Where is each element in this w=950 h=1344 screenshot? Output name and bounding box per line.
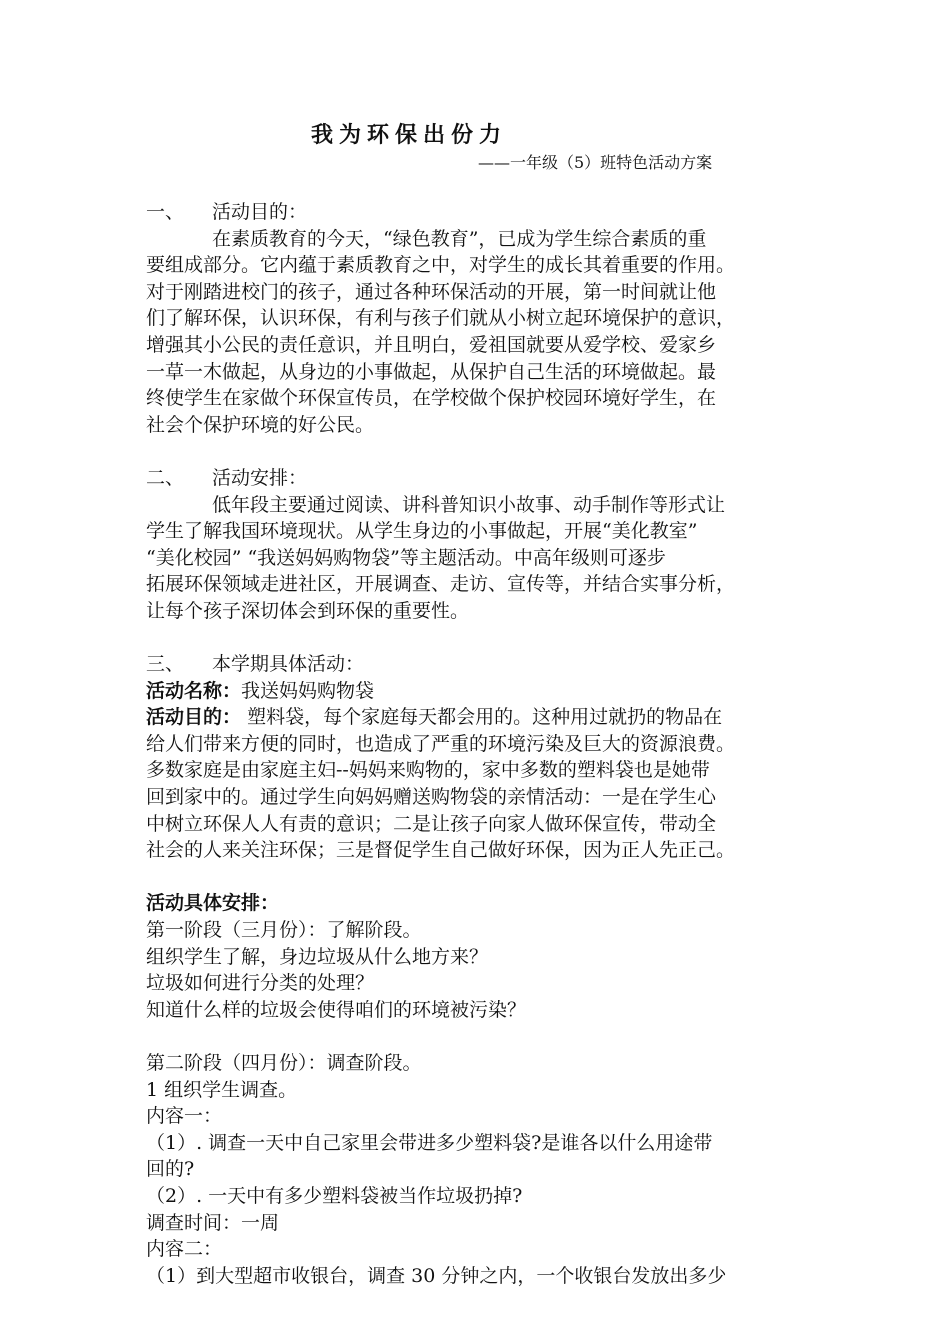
stage-line: （1）. 调查一天中自己家里会带进多少塑料袋?是谁各以什么用途带 [146,1131,713,1154]
section-heading [146,199,822,226]
stage-line: （2）. 一天中有多少塑料袋被当作垃圾扔掉? [146,1184,523,1207]
stage-line: 1 组织学生调查。 [146,1078,298,1101]
paragraph-line: 多数家庭是由家庭主妇--妈妈来购物的，家中多数的塑料袋也是她带 [146,759,710,782]
blank-line [146,438,822,465]
paragraph-line: 让每个孩子深切体会到环保的重要性。 [146,599,470,622]
stage-line: 第二阶段（四月份）：调查阶段。 [146,1052,422,1074]
paragraph-line: 社会个保护环境的好公民。 [146,413,375,436]
stage-line: 内容二： [146,1238,223,1261]
paragraph-line: 学生了解我国环境现状。从学生身边的小事做起，开展“美化教室” [146,520,698,543]
paragraph-line: 对于刚踏进校门的孩子，通过各种环保活动的开展，第一时间就让他 [146,280,717,303]
blank-line [146,1023,822,1050]
paragraph-line: “美化校园” “我送妈妈购物袋”等主题活动。中高年级则可逐步 [146,546,666,569]
stage-line: （1）到大型超市收银台，调查 30 分钟之内，一个收银台发放出多少 [146,1264,727,1287]
paragraph-line: 在素质教育的今天，“绿色教育”，已成为学生综合素质的重 [212,227,707,250]
paragraph-line: 终使学生在家做个环保宣传员，在学校做个保护校园环境好学生，在 [146,387,717,410]
section-title: 活动目的： [212,201,308,223]
activity-purpose-label: 活动目的： [146,706,242,729]
document-title: 我为环保出份力 [310,122,507,148]
blank-line [146,864,822,891]
stage-line: 回的? [146,1158,195,1181]
arrangement-label: 活动具体安排： [146,892,280,915]
paragraph-line: 一草一木做起，从身边的小事做起，从保护自己生活的环境做起。最 [146,360,717,383]
section-heading [146,465,822,492]
arrangement-heading [146,890,822,917]
section-title: 本学期具体活动： [212,653,365,676]
stage-line: 知道什么样的垃圾会使得咱们的环境被污染？ [146,998,527,1021]
paragraph-line: 增强其小公民的责任意识，并且明白，爱祖国就要从爱学校、爱家乡 [146,333,717,356]
paragraph-line: 拓展环保领域走进社区，开展调查、走访、宣传等，并结合实事分析， [146,573,736,596]
activity-purpose [146,704,822,731]
paragraph-line: 社会的人来关注环保；三是督促学生自己做好环保，因为正人先正己。 [146,839,736,862]
activity-name-label: 活动名称： [146,679,242,702]
paragraph-line: 中树立环保人人有责的意识；二是让孩子向家人做环保宣传，带动全 [146,812,717,835]
section-heading [146,651,822,678]
stage-line: 垃圾如何进行分类的处理？ [146,972,375,995]
stage-line: 内容一： [146,1105,223,1128]
activity-name-value: 我送妈妈购物袋 [241,679,375,702]
document-body [146,199,822,1289]
section-number: 二、 [146,466,185,489]
stage-line: 第一阶段（三月份）：了解阶段。 [146,919,422,942]
stage-line: 组织学生了解，身边垃圾从什么地方来？ [146,945,489,968]
section-number: 一、 [146,201,185,223]
blank-line [146,625,822,652]
stage-line: 调查时间：一周 [146,1211,280,1234]
document-subtitle: ——一年级（5）班特色活动方案 [478,153,713,172]
section-title: 活动安排： [212,466,308,489]
paragraph-line: 要组成部分。它内蕴于素质教育之中，对学生的成长其着重要的作用。 [146,254,736,277]
activity-purpose-text: 塑料袋，每个家庭每天都会用的。这种用过就扔的物品在 [247,706,723,729]
section-number: 三、 [146,653,185,676]
paragraph-line: 们了解环保，认识环保，有利与孩子们就从小树立起环境保护的意识， [146,307,736,330]
paragraph-line: 给人们带来方便的同时，也造成了严重的环境污染及巨大的资源浪费。 [146,732,736,755]
paragraph-line: 回到家中的。通过学生向妈妈赠送购物袋的亲情活动：一是在学生心 [146,786,717,809]
activity-name [146,678,822,705]
paragraph-line: 低年段主要通过阅读、讲科普知识小故事、动手制作等形式让 [212,493,726,516]
